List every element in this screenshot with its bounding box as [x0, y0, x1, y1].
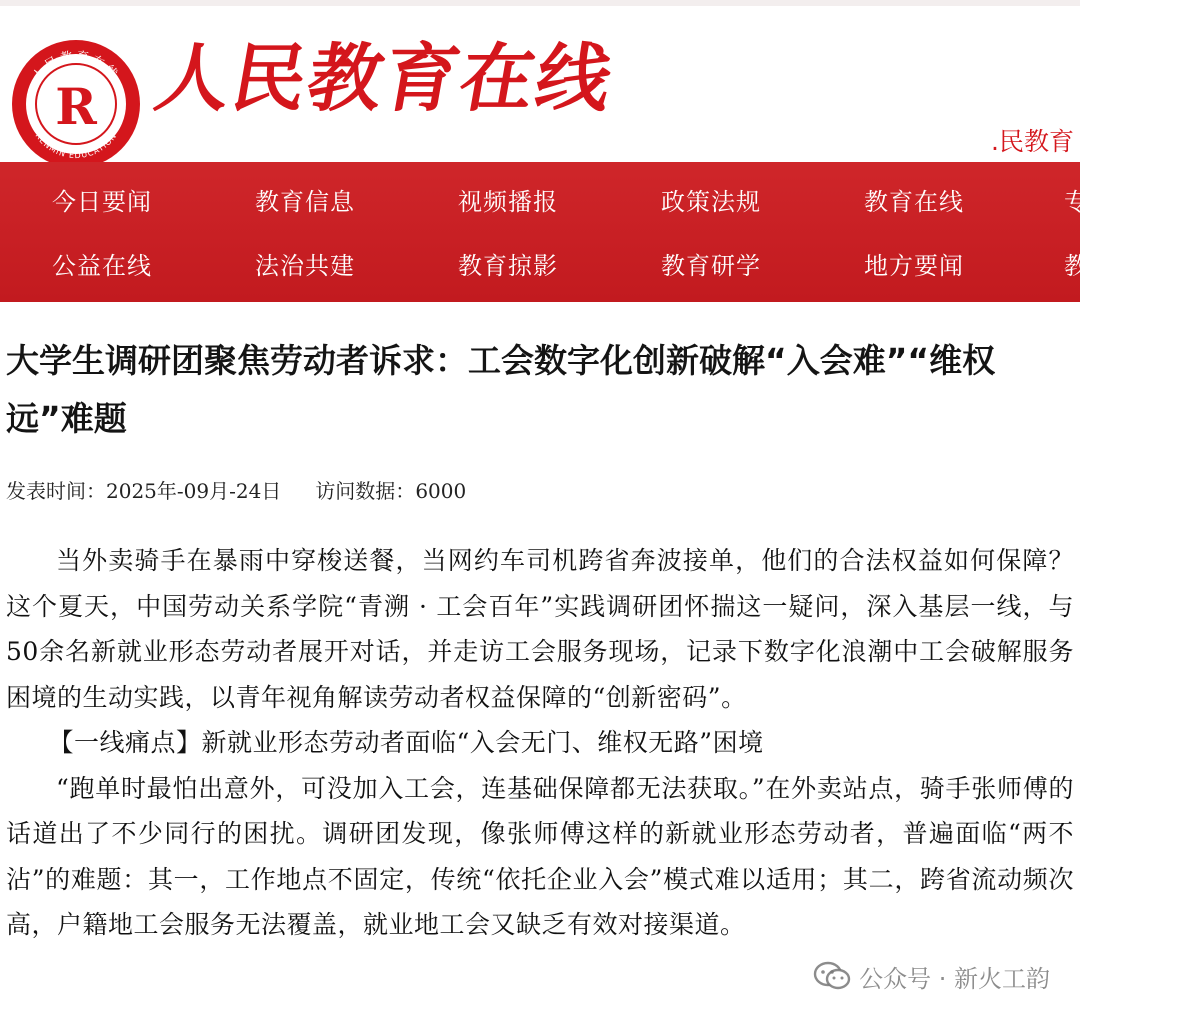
nav-item[interactable]: 视频播报: [458, 188, 558, 216]
site-header: [0, 6, 1080, 162]
nav-item[interactable]: 教育研学: [661, 252, 761, 280]
nav-row-2: [0, 246, 1200, 286]
nav-item[interactable]: 政策法规: [661, 188, 761, 216]
article-meta: [6, 476, 466, 506]
watermark: [813, 958, 1050, 994]
nav-item[interactable]: 教育掠影: [458, 252, 558, 280]
publish-date: 2025年-09月-24日: [106, 479, 282, 503]
nav-item[interactable]: 专: [1064, 188, 1089, 216]
article-title: 大学生调研团聚焦劳动者诉求：工会数字化创新破解“入会难”“维权远”难题: [6, 341, 996, 438]
article-paragraph: 当外卖骑手在暴雨中穿梭送餐，当网约车司机跨省奔波接单，他们的合法权益如何保障？这个夏天，中国劳动关系学院“青溯 · 工会百年”实践调研团怀揣这一疑问，深入基层一线，与50余名新就业形态劳动者展开对话，并走访工会服务现场，记录下数字化浪潮中工会破解服务困境的生动实践，以青年视角解读劳动者权益保障的“创新密码”。: [6, 546, 1074, 712]
seal-monogram: R: [55, 77, 97, 136]
nav-item[interactable]: 教育信息: [255, 188, 355, 216]
nav-row-1: [0, 182, 1200, 222]
nav-item[interactable]: 今日要闻: [52, 188, 152, 216]
main-nav: [0, 162, 1089, 302]
wechat-official-account-icon: [813, 961, 851, 991]
brand-subtitle: .民教育: [991, 127, 1074, 156]
nav-item[interactable]: 教育在线: [864, 188, 964, 216]
nav-item[interactable]: 公益在线: [52, 252, 152, 280]
visits-label: 访问数据：: [315, 479, 416, 503]
section-heading: 【一线痛点】新就业形态劳动者面临“入会无门、维权无路”困境: [48, 728, 764, 757]
site-seal-logo[interactable]: [10, 38, 142, 170]
nav-item[interactable]: 教: [1064, 252, 1089, 280]
seal-latin-text: RENMIN EDUCATION: [33, 131, 119, 161]
nav-item[interactable]: 法治共建: [255, 252, 355, 280]
brand-title[interactable]: 人民教育在线: [148, 36, 621, 122]
watermark-text: 公众号 · 新火工韵: [859, 964, 1050, 993]
article-body: [6, 538, 1074, 948]
nav-item[interactable]: 地方要闻: [864, 252, 964, 280]
article-paragraph: “跑单时最怕出意外，可没加入工会，连基础保障都无法获取。”在外卖站点，骑手张师傅的话道出了不少同行的困扰。调研团发现，像张师傅这样的新就业形态劳动者，普遍面临“两不沾”的难题：其一，工作地点不固定，传统“依托企业入会”模式难以适用；其二，跨省流动频次高，户籍地工会服务无法覆盖，就业地工会又缺乏有效对接渠道。: [6, 773, 1074, 939]
visits-count: 6000: [415, 479, 467, 503]
seal-ring-text: 人民教育在线: [29, 48, 123, 83]
publish-label: 发表时间：: [6, 479, 106, 503]
